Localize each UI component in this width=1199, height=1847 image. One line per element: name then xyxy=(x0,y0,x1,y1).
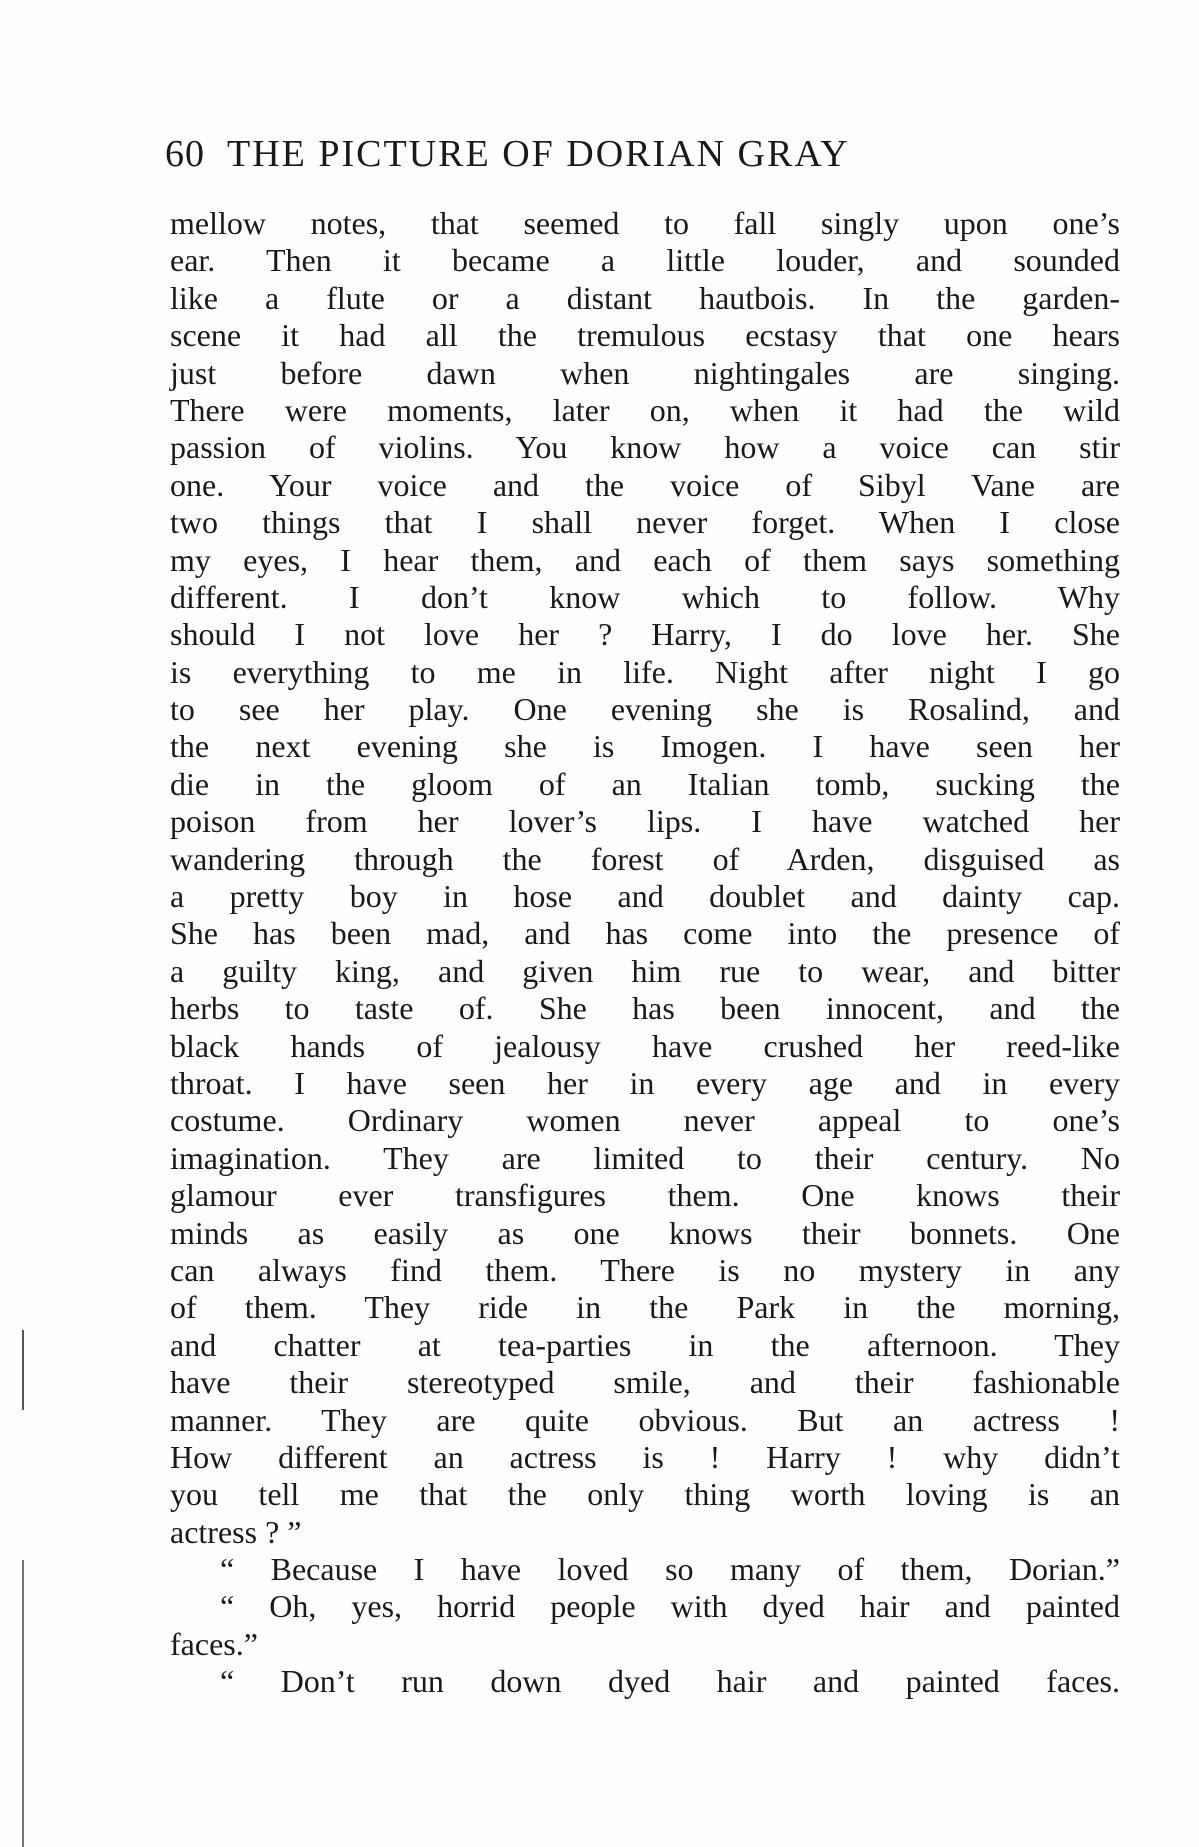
text-line: a pretty boy in hose and doublet and dainty cap. xyxy=(170,878,1120,915)
text-line: my eyes, I hear them, and each of them says something xyxy=(170,541,1120,578)
text-line: glamour ever transfigures them. One knows their xyxy=(170,1177,1120,1214)
text-line: How different an actress is ! Harry ! why didn’t xyxy=(170,1438,1120,1475)
text-line: one. Your voice and the voice of Sibyl Vane are xyxy=(170,466,1120,503)
scan-edge-line xyxy=(22,1330,24,1410)
text-line: mellow notes, that seemed to fall singly upon one’s xyxy=(170,205,1120,241)
book-title: THE PICTURE OF DORIAN GRAY xyxy=(227,133,850,175)
text-line: can always find them. There is no mystery in any xyxy=(170,1251,1120,1288)
text-line: costume. Ordinary women never appeal to one’s xyxy=(170,1102,1120,1139)
text-line: wandering through the forest of Arden, disguised as xyxy=(170,840,1120,877)
text-line: black hands of jealousy have crushed her reed-like xyxy=(170,1027,1120,1064)
text-line: die in the gloom of an Italian tomb, sucking the xyxy=(170,765,1120,802)
text-line: ear. Then it became a little louder, and sounded xyxy=(170,242,1120,279)
text-line: minds as easily as one knows their bonnets. One xyxy=(170,1214,1120,1251)
text-line: of them. They ride in the Park in the morning, xyxy=(170,1289,1120,1326)
text-line: She has been mad, and has come into the presence of xyxy=(170,915,1120,952)
text-line: herbs to taste of. She has been innocent, and the xyxy=(170,990,1120,1027)
text-line: should I not love her ? Harry, I do love her. She xyxy=(170,616,1120,653)
text-line: passion of violins. You know how a voice can stir xyxy=(170,429,1120,466)
text-line: a guilty king, and given him rue to wear, and bitter xyxy=(170,952,1120,989)
text-line: throat. I have seen her in every age and in every xyxy=(170,1064,1120,1101)
text-line: the next evening she is Imogen. I have seen her xyxy=(170,728,1120,765)
text-line: actress ? ” xyxy=(170,1513,302,1550)
dialogue-line: “ Because I have loved so many of them, Dorian.” xyxy=(220,1551,1120,1588)
text-line: There were moments, later on, when it had the wild xyxy=(170,391,1120,428)
page-number: 60 xyxy=(165,133,205,175)
dialogue-line: “ Oh, yes, horrid people with dyed hair and painted xyxy=(220,1588,1120,1625)
text-line: to see her play. One evening she is Rosalind, and xyxy=(170,691,1120,728)
running-header xyxy=(165,132,1025,182)
text-line: two things that I shall never forget. When I close xyxy=(170,504,1120,541)
text-line: like a flute or a distant hautbois. In the garden- xyxy=(170,279,1120,316)
dialogue-line: “ Don’t run down dyed hair and painted faces. xyxy=(220,1663,1120,1700)
text-line: scene it had all the tremulous ecstasy that one hears xyxy=(170,317,1120,354)
text-line: have their stereotyped smile, and their fashionable xyxy=(170,1364,1120,1401)
text-line: faces.” xyxy=(170,1625,258,1662)
text-line: imagination. They are limited to their century. No xyxy=(170,1139,1120,1176)
text-line: poison from her lover’s lips. I have watched her xyxy=(170,803,1120,840)
text-line: just before dawn when nightingales are singing. xyxy=(170,354,1120,391)
text-line: different. I don’t know which to follow. Why xyxy=(170,578,1120,615)
text-line: and chatter at tea-parties in the afternoon. They xyxy=(170,1326,1120,1363)
text-line: is everything to me in life. Night after night I go xyxy=(170,653,1120,690)
text-line: manner. They are quite obvious. But an actress ! xyxy=(170,1401,1120,1438)
body-text xyxy=(170,205,1120,1701)
text-line: you tell me that the only thing worth loving is an xyxy=(170,1476,1120,1513)
scan-edge-line xyxy=(22,1560,24,1847)
